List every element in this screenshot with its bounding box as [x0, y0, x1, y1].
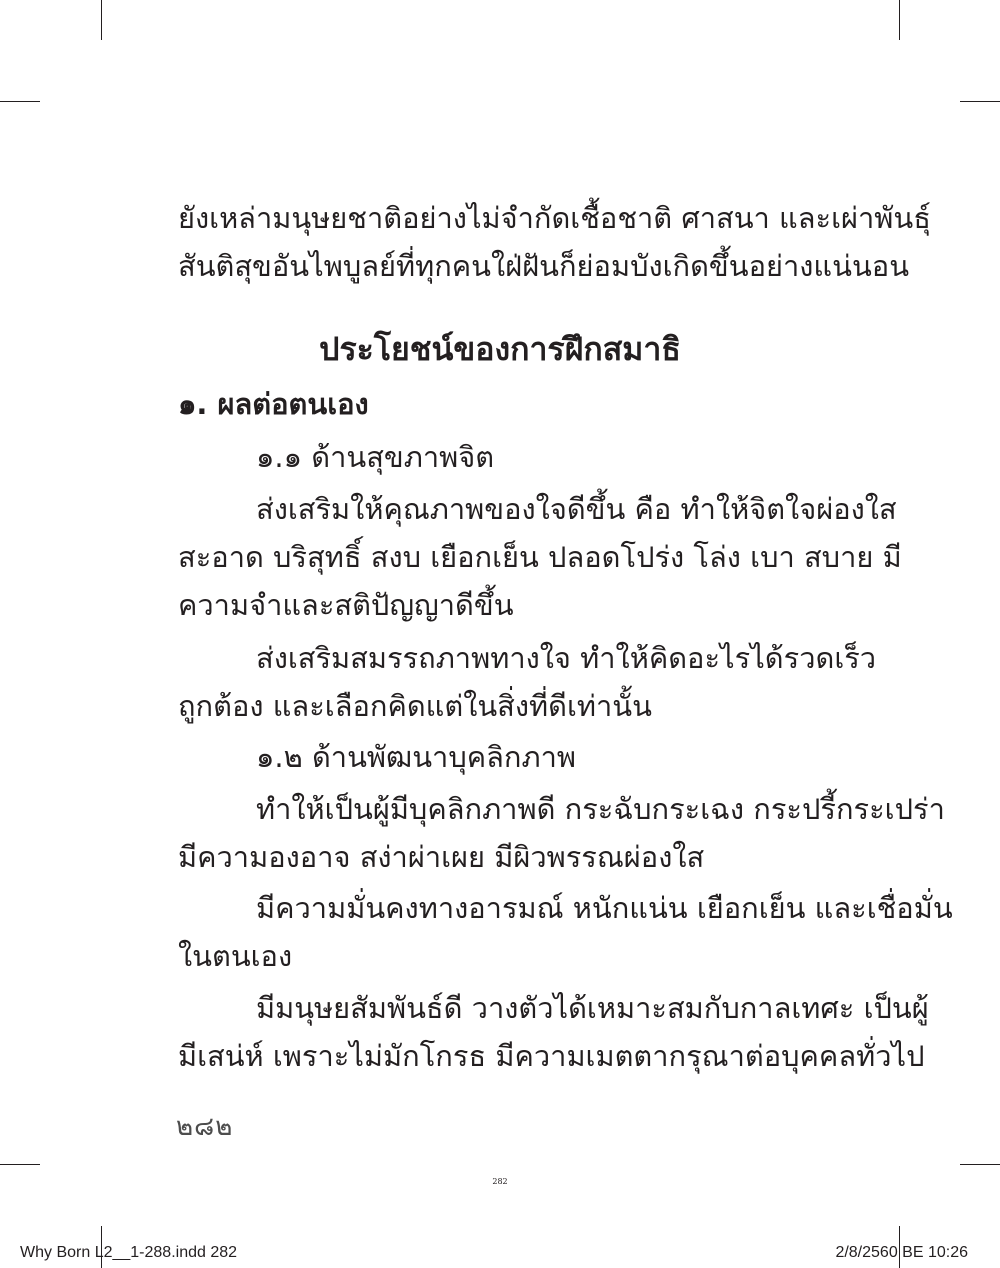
slug-timestamp: 2/8/2560 BE 10:26 [835, 1244, 968, 1261]
subsection-title: ๑.๒ ด้านพัฒนาบุคลิกภาพ [256, 740, 576, 774]
paragraph [178, 984, 929, 1080]
text-line: ในตนเอง [178, 939, 293, 973]
subsection-title: ๑. ผลต่อตนเอง [178, 387, 369, 421]
text-line: ทำให้เป็นผู้มีบุคลิกภาพดี กระฉับกระเฉง กระปรี้กระเปร่า [256, 792, 945, 826]
paragraph [178, 884, 953, 980]
printer-page-number: 282 [492, 1177, 508, 1186]
slug-filename: Why Born L2__1-288.indd 282 [20, 1244, 238, 1261]
paragraph [178, 485, 902, 629]
text-line: มีเสน่ห์ เพราะไม่มักโกรธ มีความเมตตากรุณาต่อบุคคลทั่วไป [178, 1039, 925, 1073]
subsection-title: ๑.๑ ด้านสุขภาพจิต [256, 440, 495, 474]
crop-mark [101, 0, 102, 40]
paragraph [178, 785, 945, 881]
text-line: ยังเหล่ามนุษยชาติอย่างไม่จำกัดเชื้อชาติ ศาสนา และเผ่าพันธุ์ [178, 201, 931, 235]
crop-mark [960, 1164, 1000, 1165]
crop-mark [0, 1164, 40, 1165]
text-line: ถูกต้อง และเลือกคิดแต่ในสิ่งที่ดีเท่านั้น [178, 689, 652, 723]
paragraph [178, 634, 877, 730]
text-line: สันติสุขอันไพบูลย์ที่ทุกคนใฝ่ฝันก็ย่อมบังเกิดขึ้นอย่างแน่นอน [178, 249, 910, 283]
section-heading: ประโยชน์ของการฝึกสมาธิ [319, 330, 681, 368]
text-line: มีความองอาจ สง่าผ่าเผย มีผิวพรรณผ่องใส [178, 840, 705, 874]
text-line: ส่งเสริมให้คุณภาพของใจดีขึ้น คือ ทำให้จิตใจผ่องใส [256, 492, 897, 526]
page-number: ๒๘๒ [176, 1112, 234, 1142]
text-line: ส่งเสริมสมรรถภาพทางใจ ทำให้คิดอะไรได้รวดเร็ว [256, 641, 877, 675]
text-line: ความจำและสติปัญญาดีขึ้น [178, 588, 514, 622]
text-line: มีมนุษยสัมพันธ์ดี วางตัวได้เหมาะสมกับกาลเทศะ เป็นผู้ [256, 991, 929, 1025]
crop-mark [899, 0, 900, 40]
intro-paragraph [178, 194, 931, 290]
crop-mark [0, 101, 40, 102]
text-line: มีความมั่นคงทางอารมณ์ หนักแน่น เยือกเย็น และเชื่อมั่น [256, 891, 953, 925]
text-line: สะอาด บริสุทธิ์ สงบ เยือกเย็น ปลอดโปร่ง โล่ง เบา สบาย มี [178, 540, 902, 574]
crop-mark [960, 101, 1000, 102]
